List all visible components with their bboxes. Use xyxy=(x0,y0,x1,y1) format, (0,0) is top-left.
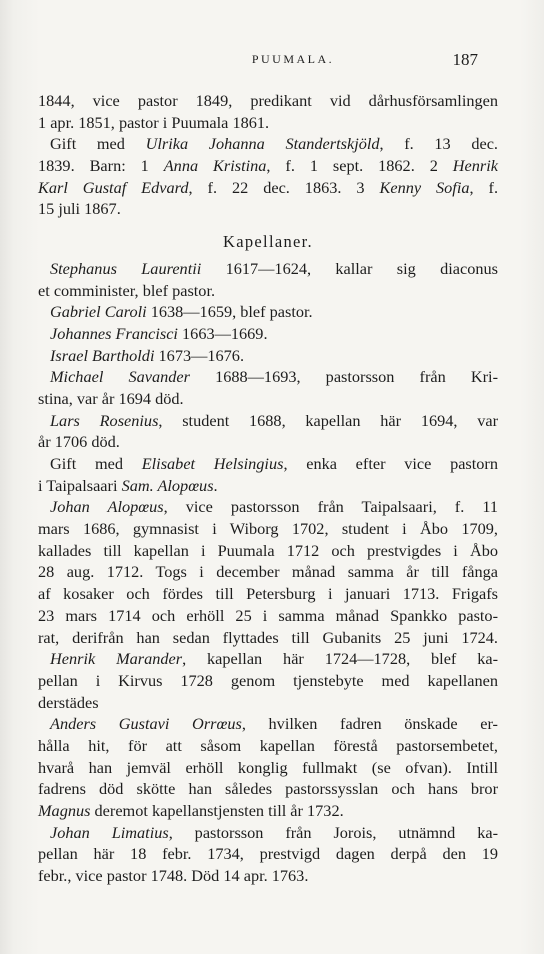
italic-name: Ulrika Johanna Standertskjöld xyxy=(145,134,380,154)
text-line: febr., vice pastor 1748. Död 14 apr. 1763. xyxy=(38,866,309,886)
text-line: kallades till kapellan i Puumala 1712 och prestvigdes i Åbo xyxy=(38,540,498,560)
text-line: mars 1686, gymnasist i Wiborg 1702, student i Åbo 1709, xyxy=(38,519,498,539)
text-line: stina, var år 1694 död. xyxy=(38,388,184,408)
section-heading: Kapellaner. xyxy=(223,232,313,252)
text-line: år 1706 död. xyxy=(38,432,120,452)
text-line: 1839. Barn: 1 Anna Kristina, f. 1 sept. 1862. 2 Henrik xyxy=(38,156,498,176)
text-line: Michael Savander 1688—1693, pastorsson från Kri- xyxy=(50,367,499,387)
italic-name: Gabriel Caroli xyxy=(50,302,147,322)
text-line: Johan Alopœus, vice pastorsson från Taipalsaari, f. 11 xyxy=(50,497,498,517)
italic-name: Michael Savander xyxy=(50,367,190,387)
text-line: 28 aug. 1712. Togs i december månad samma år till fånga xyxy=(38,562,498,582)
italic-name: Kenny Sofia xyxy=(379,177,470,197)
text-line: derstädes xyxy=(38,692,99,712)
text-line: Magnus deremot kapellanstjensten till år 1732. xyxy=(38,801,344,820)
italic-name: Stephanus Laurentii xyxy=(50,258,202,278)
page-header xyxy=(38,50,478,72)
italic-name: Israel Bartholdi xyxy=(50,345,155,365)
text-line: Karl Gustaf Edvard, f. 22 dec. 1863. 3 Kenny Sofia, f. xyxy=(38,177,499,197)
text-line: Johan Limatius, pastorsson från Jorois, utnämnd ka- xyxy=(50,822,498,842)
italic-name: Henrik xyxy=(452,156,498,176)
italic-name: Magnus xyxy=(38,801,91,820)
text-line: Lars Rosenius, student 1688, kapellan här 1694, var xyxy=(50,410,498,430)
text-line: 1 apr. 1851, pastor i Puumala 1861. xyxy=(38,112,270,132)
text-line: et comminister, blef pastor. xyxy=(38,280,216,300)
text-line: pellan här 18 febr. 1734, prestvigd dagen derpå den 19 xyxy=(38,844,498,864)
italic-name: Karl Gustaf Edvard xyxy=(38,177,189,197)
text-line: af kosaker och fördes till Petersburg i januari 1713. Frigafs xyxy=(38,584,498,604)
page-number: 187 xyxy=(452,50,478,69)
text-line: 23 mars 1714 och erhöll 25 i samma månad Spankko pasto- xyxy=(38,605,498,625)
text-line: Gift med Elisabet Helsingius, enka efter vice pastorn xyxy=(50,454,498,473)
italic-name: Lars Rosenius xyxy=(50,410,159,430)
text-line: hålla hit, för att såsom kapellan förestå pastorsembetet, xyxy=(38,735,498,755)
text-line: Israel Bartholdi 1673—1676. xyxy=(50,345,245,365)
italic-name: Henrik Marander xyxy=(50,649,183,669)
italic-name: Sam. Alopœus xyxy=(121,475,214,495)
text-line: Stephanus Laurentii 1617—1624, kallar sig diaconus xyxy=(50,258,498,278)
italic-name: Johan Alopœus xyxy=(50,497,164,517)
italic-name: Anna Kristina xyxy=(163,156,267,176)
italic-name: Elisabet Helsingius xyxy=(141,454,284,473)
body-text xyxy=(38,90,498,887)
running-head: PUUMALA. xyxy=(251,52,335,66)
text-line: 1844, vice pastor 1849, predikant vid dårhusförsamlingen xyxy=(38,91,498,110)
text-line: Gabriel Caroli 1638—1659, blef pastor. xyxy=(50,302,313,322)
text-line: rat, derifrån han sedan flyttades till Gubanits 25 juni 1724. xyxy=(38,627,498,647)
text-line: Henrik Marander, kapellan här 1724—1728, blef ka- xyxy=(50,649,499,669)
text-line: i Taipalsaari Sam. Alopœus. xyxy=(38,475,218,495)
italic-name: Anders Gustavi Orrœus xyxy=(50,714,242,734)
text-line: 15 juli 1867. xyxy=(38,199,121,219)
text-line: fadrens död skötte han således pastorssysslan och hans bror xyxy=(38,779,498,799)
text-line: pellan i Kirvus 1728 genom tjenstebyte med kapellanen xyxy=(38,670,498,690)
text-line: Gift med Ulrika Johanna Standertskjöld, f. 13 dec. xyxy=(50,134,499,154)
italic-name: Johan Limatius xyxy=(50,822,169,842)
italic-name: Johannes Francisci xyxy=(50,323,178,343)
text-line: Anders Gustavi Orrœus, hvilken fadren önskade er- xyxy=(50,714,498,734)
text-line: hvarå han jemväl erhöll konglig fullmakt (se ofvan). Intill xyxy=(38,757,498,777)
text-line: Johannes Francisci 1663—1669. xyxy=(50,323,268,343)
